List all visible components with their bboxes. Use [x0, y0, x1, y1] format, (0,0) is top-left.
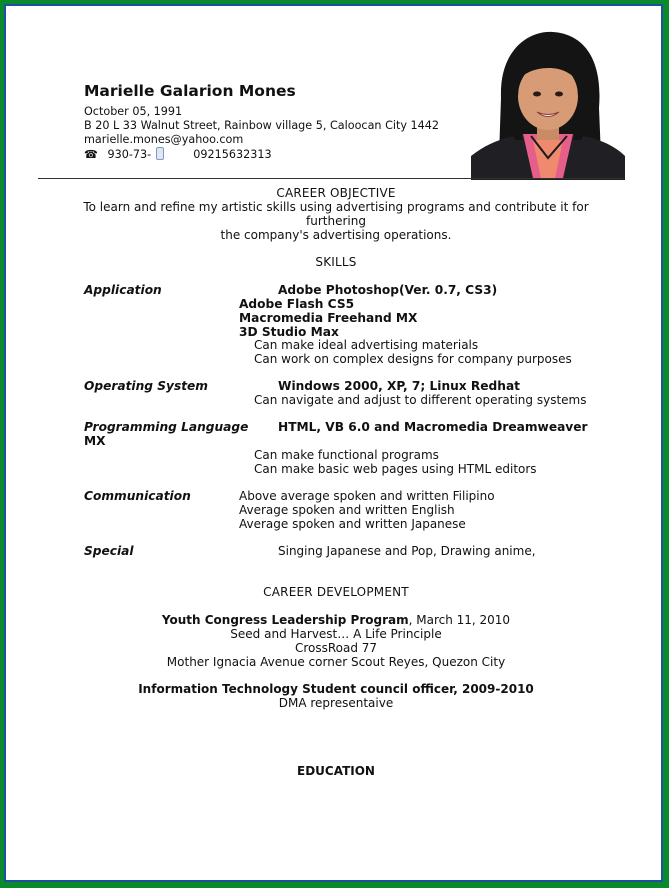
skill-note: Can make basic web pages using HTML editors [254, 462, 537, 476]
skill-item: HTML, VB 6.0 and Macromedia Dreamweaver [278, 420, 588, 434]
objective-line-3: the company's advertising operations. [220, 228, 452, 242]
career-entry-2-title: Information Technology Student council officer, 2009-2010 [138, 682, 534, 696]
skill-note: Can make ideal advertising materials [254, 338, 479, 352]
career-entry-1-heading [66, 613, 606, 627]
header-divider [38, 178, 624, 179]
skill-note: Can work on complex designs for company purposes [254, 352, 572, 366]
career-entry-1-line: CrossRoad 77 [294, 641, 378, 655]
skill-item: Singing Japanese and Pop, Drawing anime, [278, 544, 536, 558]
skill-label-communication: Communication [84, 489, 191, 503]
skill-item: Windows 2000, XP, 7; Linux Redhat [278, 379, 521, 393]
career-entry-1-date: , March 11, 2010 [408, 613, 511, 627]
skill-label-special: Special [84, 544, 134, 558]
email: marielle.mones@yahoo.com [84, 133, 244, 146]
landline-number: 930-73- [107, 148, 152, 161]
skill-item: Average spoken and written English [239, 503, 455, 517]
mobile-phone-icon [156, 147, 164, 160]
skill-label-programming-language: Programming Language [84, 420, 249, 434]
career-objective-heading: CAREER OBJECTIVE [276, 186, 396, 200]
skill-item: Average spoken and written Japanese [239, 517, 466, 531]
skills-heading: SKILLS [315, 255, 357, 269]
objective-line-2: furthering [306, 214, 366, 228]
skill-note: Can navigate and adjust to different operating systems [254, 393, 587, 407]
career-entry-2-line: DMA representaive [278, 696, 394, 710]
applicant-name: Marielle Galarion Mones [84, 82, 296, 100]
mobile-number: 09215632313 [193, 148, 272, 161]
resume-page [4, 4, 663, 882]
skill-label-operating-system: Operating System [84, 379, 208, 393]
objective-line-1: To learn and refine my artistic skills using advertising programs and contribute it for [83, 200, 589, 214]
skill-note: Can make functional programs [254, 448, 439, 462]
career-entry-1-line: Seed and Harvest… A Life Principle [230, 627, 442, 641]
career-development-heading: CAREER DEVELOPMENT [263, 585, 409, 599]
career-entry-1-title: Youth Congress Leadership Program [161, 613, 409, 627]
skill-item: Adobe Photoshop(Ver. 0.7, CS3) [278, 283, 498, 297]
address: B 20 L 33 Walnut Street, Rainbow village 5, Caloocan City 1442 [84, 119, 440, 132]
skill-item: Above average spoken and written Filipino [239, 489, 495, 503]
skill-item: 3D Studio Max [239, 325, 339, 339]
skill-item: Macromedia Freehand MX [239, 311, 418, 325]
skill-item-wrap: MX [84, 434, 106, 448]
phone-line [84, 147, 272, 161]
skill-item: Adobe Flash CS5 [239, 297, 355, 311]
skill-label-application: Application [84, 283, 162, 297]
education-heading: EDUCATION [297, 764, 375, 778]
birthdate: October 05, 1991 [84, 105, 183, 118]
telephone-icon: ☎ [84, 148, 98, 161]
career-entry-1-line: Mother Ignacia Avenue corner Scout Reyes, Quezon City [166, 655, 506, 669]
applicant-photo [471, 28, 625, 180]
